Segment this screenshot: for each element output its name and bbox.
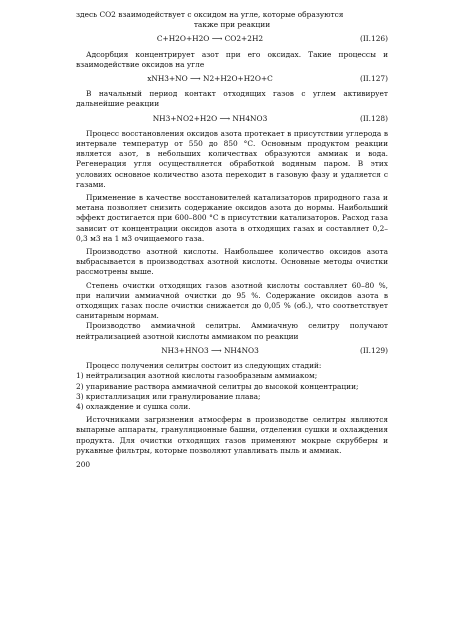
equation-number: (II.127) <box>359 74 388 84</box>
paragraph: Степень очистки отходящих газов азотной кислоты составляет 60–80 %, при наличии аммиачной очистки до 95 %. Содержание оксидов азота в отходящих газах после очистки снижается до 0,05 % (об.), что соответствует санитарным нормам. <box>76 280 388 321</box>
paragraph: Процесс восстановления оксидов азота протекает в присутствии углерода в интервале температур от 550 до 850 °С. Основным продуктом реакции является азот, в небольших количествах образуются аммиак и вода. Регенерация угля осуществляется обработкой водяным паром. В этих условиях основное количество азота переходит в газовую фазу и удаляется с газами. <box>76 128 388 189</box>
paragraph: Адсорбция концентрирует азот при его оксидах. Такие процессы и взаимодействие оксидов на угле <box>76 49 388 69</box>
page-number: 200 <box>76 459 91 469</box>
stage-list <box>76 371 388 412</box>
equation-number: (II.128) <box>359 113 388 123</box>
equation <box>76 34 388 44</box>
text-line: здесь СО2 взаимодействует с оксидом на угле, которые образуются <box>76 10 344 19</box>
equation <box>76 74 388 84</box>
paragraph: В начальный период контакт отходящих газов с углем активирует дальнейшие реакции <box>76 89 388 109</box>
list-item: 1) нейтрализация азотной кислоты газообразным аммиаком; <box>76 371 318 381</box>
equation <box>76 114 388 124</box>
equation-number: (II.126) <box>359 34 388 44</box>
equation-formula: NH3+NO2+H2O ⟶ NH4NO3 <box>152 113 268 123</box>
list-item: 2) упаривание раствора аммиачной селитры до высокой концентрации; <box>76 381 359 391</box>
paragraph: Производство аммиачной селитры. Аммиачную селитру получают нейтрализацией азотной кислоты аммиаком по реакции <box>76 321 388 341</box>
paragraph: Процесс получения селитры состоит из следующих стадий: <box>86 361 322 371</box>
equation-formula: xNH3+NO ⟶ N2+H2O+H2O+C <box>147 74 273 84</box>
paragraph: Применение в качестве восстановителей катализаторов природного газа и метана позволяет снизить содержание оксидов азота до нормы. Наибольший эффект достигается при 600–800 °С в присутствии катализаторов. Расход газа зависит от концентрации оксидов азота в отходящих газах и составляет 0,2–0,3 м3 на 1 м3 очищаемого газа. <box>76 193 388 243</box>
text-line: также при реакции <box>193 20 271 30</box>
list-item: 4) охлаждение и сушка соли. <box>76 401 191 411</box>
paragraph: Производство азотной кислоты. Наибольшее количество оксидов азота выбрасывается в производствах азотной кислоты. Основные методы очистки рассмотрены выше. <box>76 247 388 277</box>
equation <box>76 346 388 356</box>
equation-formula: NH3+HNO3 ⟶ NH4NO3 <box>161 345 259 355</box>
equation-formula: C+H2O+H2O ⟶ CO2+2H2 <box>156 34 264 44</box>
equation-number: (II.129) <box>359 345 388 355</box>
paragraph: Источниками загрязнения атмосферы в производстве селитры являются выпарные аппараты, грануляционные башни, отделения сушки и охлаждения продукта. Для очистки отходящих газов применяют мокрые скрубберы и рукавные фильтры, которые позволяют улавливать пыль и аммиак. <box>76 415 388 455</box>
list-item: 3) кристаллизация или гранулирование плава; <box>76 391 261 401</box>
